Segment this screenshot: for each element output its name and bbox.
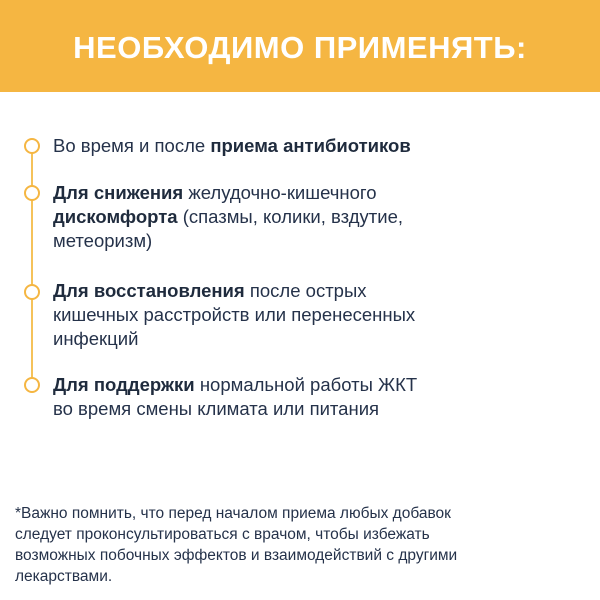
item-bold: Для восстановления	[53, 280, 245, 301]
timeline-dot-4	[24, 377, 40, 393]
list-item-support	[53, 373, 573, 421]
item-bold: Для снижения	[53, 182, 184, 203]
timeline-dot-2	[24, 185, 40, 201]
item-text: во время смены климата или питания	[53, 398, 380, 419]
page-title: НЕОБХОДИМО ПРИМЕНЯТЬ:	[73, 29, 527, 65]
item-text: после острых	[244, 280, 367, 301]
item-bold: дискомфорта	[53, 206, 178, 227]
item-text: инфекций	[53, 328, 139, 349]
item-text: метеоризм)	[53, 230, 153, 251]
item-text: желудочно-кишечного	[183, 182, 377, 203]
disclaimer-footnote	[15, 503, 585, 587]
list-item-discomfort	[53, 181, 573, 253]
footnote-line: следует проконсультироваться с врачом, чтобы избежать	[15, 526, 430, 543]
timeline-dot-3	[24, 284, 40, 300]
timeline-line	[31, 146, 33, 385]
item-text: кишечных расстройств или перенесенных	[53, 304, 416, 325]
footnote-line: *Важно помнить, что перед началом приема любых добавок	[15, 505, 451, 522]
item-text: Во время и после	[53, 135, 211, 156]
footnote-line: лекарствами.	[15, 568, 113, 585]
list-item-antibiotics	[53, 134, 573, 158]
item-bold: Для поддержки	[53, 374, 195, 395]
timeline-dot-1	[24, 138, 40, 154]
footnote-line: возможных побочных эффектов и взаимодействий с другими	[15, 547, 458, 564]
item-text: (спазмы, колики, вздутие,	[177, 206, 404, 227]
list-item-recovery	[53, 279, 573, 351]
item-bold: приема антибиотиков	[210, 135, 411, 156]
item-text: нормальной работы ЖКТ	[194, 374, 418, 395]
